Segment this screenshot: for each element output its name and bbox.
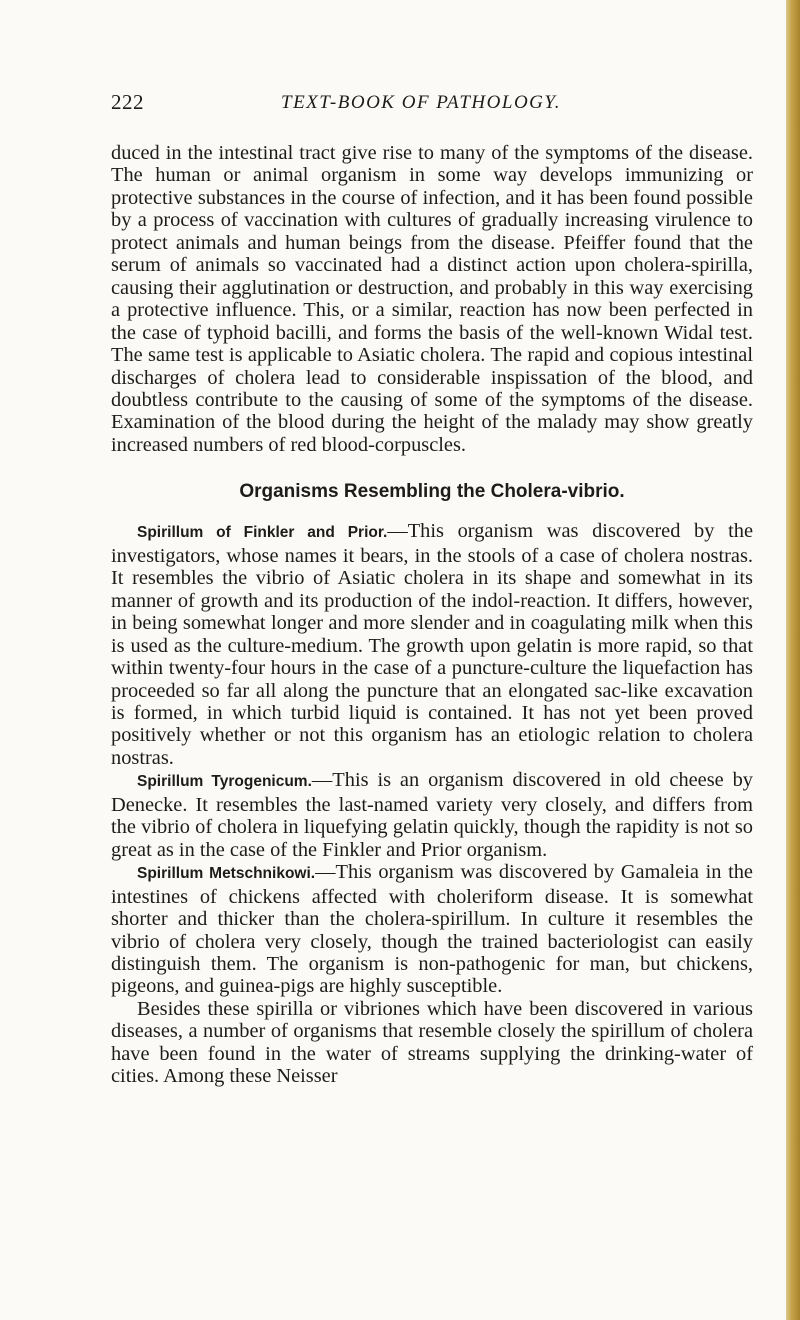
closing-paragraph: Besides these spirilla or vibriones which have been discovered in various diseases, a number of organisms that resemble closely the spirillum of cholera have been found in the water of streams supplying the drinking-water of cities. Among these Neisser: [111, 997, 753, 1088]
entry-text: —This is an organism discovered in old cheese by Denecke. It resembles the last-named variety very closely, and differs from the vibrio of cholera in liquefying gelatin quickly, though the rapidity is not so great as in the case of the Finkler and Prior organism.: [111, 769, 754, 861]
entry-finkler-prior: [111, 520, 753, 769]
section-heading: Organisms Resembling the Cholera-vibrio.: [239, 481, 625, 503]
page-header: [111, 90, 751, 122]
entry-tyrogenicum: [111, 769, 753, 861]
entry-term: Spirillum Tyrogenicum.: [137, 773, 312, 791]
entry-metschnikowi: [111, 861, 753, 998]
page-edge: [786, 0, 800, 1320]
body-text: [111, 142, 753, 1088]
entry-text: —This organism was discovered by Gamaleia in the intestines of chickens affected with choleriform disease. It is somewhat shorter and thicker than the cholera-spirillum. In culture it resembles the vibrio of cholera very closely, though the trained bacteriologist can easily distinguish them. The organism is non-pathogenic for man, but chickens, pigeons, and guinea-pigs are highly susceptible.: [111, 861, 753, 998]
intro-paragraph: duced in the intestinal tract give rise to many of the symptoms of the disease. The human or animal organism in some way develops immunizing or protective substances in the course of infection, and it has been found possible by a process of vaccination with cultures of gradually increasing virulence to protect animals and human beings from the disease. Pfeiffer found that the serum of animals so vaccinated had a distinct action upon cholera-spirilla, causing their agglutination or destruction, and probably in this way exercising a protective influence. This, or a similar, reaction has now been perfected in the case of typhoid bacilli, and forms the basis of the well-known Widal test. The same test is applicable to Asiatic cholera. The rapid and copious intestinal discharges of cholera lead to considerable inspissation of the blood, and doubtless contribute to the causing of some of the symptoms of the disease. Examination of the blood during the height of the malady may show greatly increased numbers of red blood-corpuscles.: [111, 142, 753, 456]
entry-term: Spirillum Metschnikowi.: [137, 865, 316, 883]
running-title: TEXT-BOOK OF PATHOLOGY.: [281, 92, 561, 113]
entry-text: —This organism was discovered by the investigators, whose names it bears, in the stools of a case of cholera nostras. It resembles the vibrio of Asiatic cholera in its shape and somewhat in its manner of growth and its production of the indol-reaction. It differs, however, in being somewhat longer and more slender and in coagulating milk when this is used as the culture-medium. The growth upon gelatin is more rapid, so that within twenty-four hours in the case of a puncture-culture the liquefaction has proceeded so far all along the puncture that an elongated sac-like excavation is formed, in which turbid liquid is contained. It has not yet been proved positively whether or not this organism has an etiologic relation to cholera nostras.: [111, 520, 753, 769]
page-number: 222: [111, 90, 144, 114]
entry-term: Spirillum of Finkler and Prior.: [137, 524, 388, 542]
